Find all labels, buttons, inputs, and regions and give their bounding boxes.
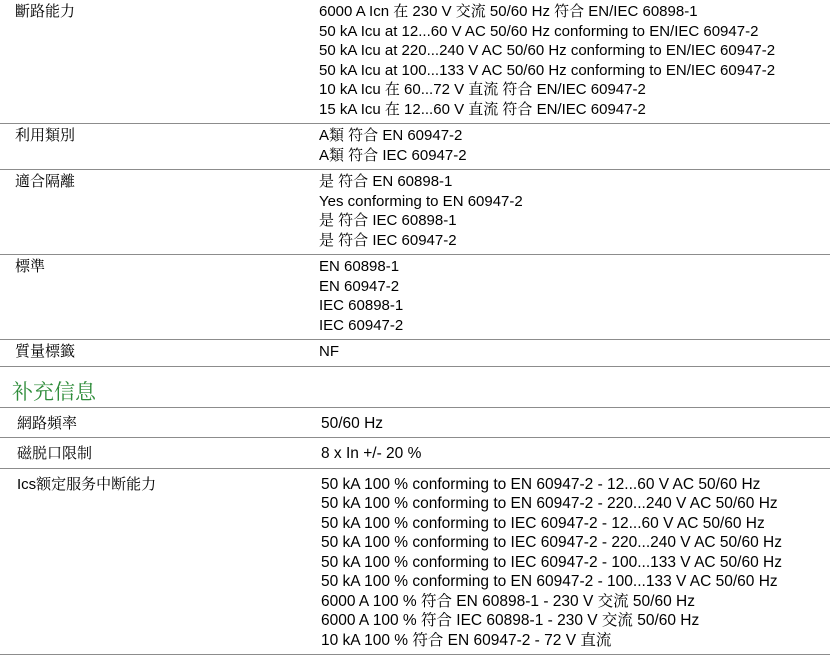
table-row-utilisation-category	[0, 124, 830, 170]
section-heading-supplementary: 补充信息	[0, 379, 830, 407]
row-values	[304, 170, 830, 254]
row-label: 利用類別	[0, 124, 304, 169]
supplementary-table	[0, 407, 830, 655]
row-values	[304, 124, 830, 169]
row-value: 是 符合 IEC 60947-2	[319, 231, 830, 251]
row-value: IEC 60947-2	[319, 316, 830, 336]
table-row-ics-service-breaking-capacity	[0, 469, 830, 655]
row-values	[304, 0, 830, 123]
table-row-network-frequency	[0, 408, 830, 439]
row-value: IEC 60898-1	[319, 296, 830, 316]
row-value: 50 kA Icu at 100...133 V AC 50/60 Hz conforming to EN/IEC 60947-2	[319, 61, 830, 81]
row-label: 斷路能力	[0, 0, 304, 123]
row-value: 50 kA 100 % conforming to EN 60947-2 - 12...60 V AC 50/60 Hz	[321, 475, 830, 495]
table-row-standards	[0, 255, 830, 340]
row-label: 標準	[0, 255, 304, 339]
row-value: EN 60898-1	[319, 257, 830, 277]
row-label: 質量標籤	[0, 340, 304, 366]
table-row-quality-labels	[0, 340, 830, 367]
row-value: 50 kA 100 % conforming to IEC 60947-2 - 12...60 V AC 50/60 Hz	[321, 514, 830, 534]
row-value: 是 符合 IEC 60898-1	[319, 211, 830, 231]
row-value: 50/60 Hz	[321, 414, 830, 434]
row-value: 50 kA 100 % conforming to EN 60947-2 - 100...133 V AC 50/60 Hz	[321, 572, 830, 592]
row-value: 6000 A 100 % 符合 EN 60898-1 - 230 V 交流 50/60 Hz	[321, 592, 830, 612]
row-value: A類 符合 EN 60947-2	[319, 126, 830, 146]
row-value: 8 x In +/- 20 %	[321, 444, 830, 464]
row-value: 10 kA 100 % 符合 EN 60947-2 - 72 V 直流	[321, 631, 830, 651]
row-label: 網路頻率	[0, 408, 304, 438]
row-value: 50 kA Icu at 12...60 V AC 50/60 Hz conforming to EN/IEC 60947-2	[319, 22, 830, 42]
row-value: A類 符合 IEC 60947-2	[319, 146, 830, 166]
row-values	[304, 340, 830, 366]
table-row-suitability-for-isolation	[0, 170, 830, 255]
row-label: 磁脱口限制	[0, 438, 304, 468]
row-values	[304, 408, 830, 438]
row-value: 6000 A Icn 在 230 V 交流 50/60 Hz 符合 EN/IEC 60898-1	[319, 2, 830, 22]
table-row-breaking-capacity	[0, 0, 830, 124]
row-values	[304, 255, 830, 339]
row-value: 50 kA Icu at 220...240 V AC 50/60 Hz conforming to EN/IEC 60947-2	[319, 41, 830, 61]
row-value: 10 kA Icu 在 60...72 V 直流 符合 EN/IEC 60947-2	[319, 80, 830, 100]
row-value: NF	[319, 342, 830, 362]
table-row-magnetic-tripping-limit	[0, 438, 830, 469]
row-value: 50 kA 100 % conforming to IEC 60947-2 - 100...133 V AC 50/60 Hz	[321, 553, 830, 573]
row-value: 6000 A 100 % 符合 IEC 60898-1 - 230 V 交流 50/60 Hz	[321, 611, 830, 631]
row-label: Ics额定服务中断能力	[0, 469, 304, 655]
row-label: 適合隔離	[0, 170, 304, 254]
row-value: EN 60947-2	[319, 277, 830, 297]
row-value: 50 kA 100 % conforming to EN 60947-2 - 220...240 V AC 50/60 Hz	[321, 494, 830, 514]
row-value: Yes conforming to EN 60947-2	[319, 192, 830, 212]
row-value: 50 kA 100 % conforming to IEC 60947-2 - 220...240 V AC 50/60 Hz	[321, 533, 830, 553]
row-value: 15 kA Icu 在 12...60 V 直流 符合 EN/IEC 60947-2	[319, 100, 830, 120]
row-values	[304, 438, 830, 468]
row-values	[304, 469, 830, 655]
row-value: 是 符合 EN 60898-1	[319, 172, 830, 192]
